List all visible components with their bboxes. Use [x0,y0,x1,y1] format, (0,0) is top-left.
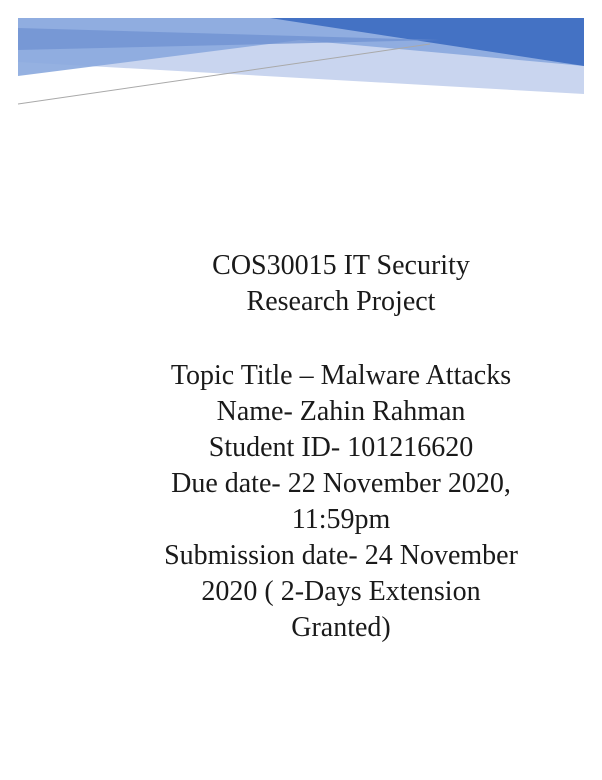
due-date-line1: Due date- 22 November 2020, [171,468,511,499]
submission-date-line3: Granted) [291,612,391,643]
blank-line [140,320,542,358]
submission-date-line2: 2020 ( 2-Days Extension [201,576,481,607]
due-date-line2: 11:59pm [291,504,391,535]
student-id: Student ID- 101216620 [208,432,474,463]
cover-title-block [140,248,542,646]
submission-date-line1: Submission date- 24 November [164,540,518,571]
student-name: Name- Zahin Rahman [216,396,466,427]
header-banner-graphic [0,0,602,110]
course-title-line1: COS30015 IT Security [212,250,470,281]
course-title-line2: Research Project [246,286,436,317]
topic-title: Topic Title – Malware Attacks [170,360,512,391]
